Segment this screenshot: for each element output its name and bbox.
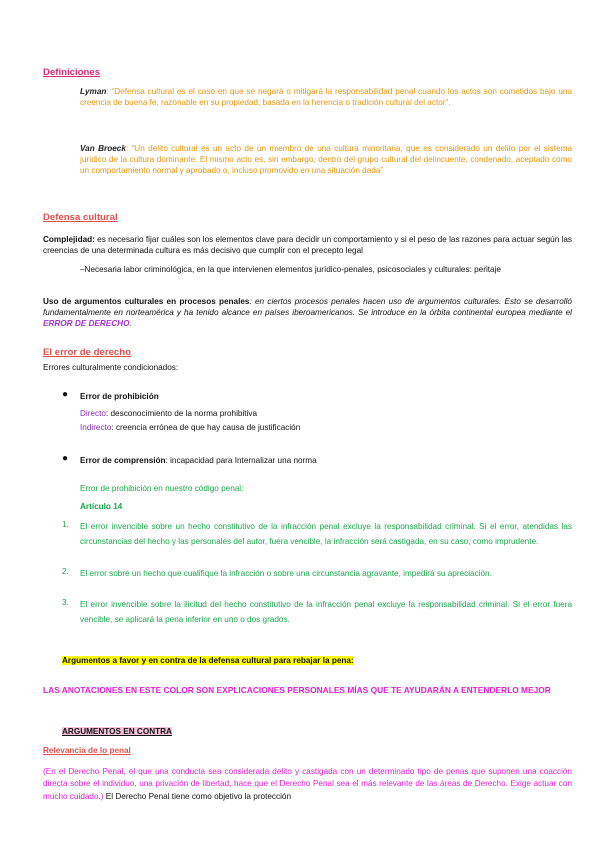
indirecto-line xyxy=(80,422,300,433)
contra-heading-wrap xyxy=(62,726,172,737)
articulo-item-1: El error invencible sobre un hecho constitutivo de la infracción penal excluye la responsabilidad criminal. Si el error, atendidas las circunstancias del hecho y las personales del autor, fuera vencible, la infracción será castigada, en su caso, como imprudente. xyxy=(80,522,572,546)
articulo-item-2: El error sobre un hecho que cualifique la infracción o sobre una circunstancia agravante, impedirá su apreciación. xyxy=(80,569,492,578)
lyman-definition xyxy=(80,86,572,108)
vanbroeck-text: : “Un delito cultural es un acto de un miembro de una cultura minoritaria, que es considerado un delito por el sistema jurídico de la cultura dominante. El mismo acto es, sin embargo, dentro del grupo cultural del delincuente, condenado, aceptado como un comportamiento normal y aprobado o, incluso promovido en una situación dada” xyxy=(80,144,573,176)
lyman-name: Lyman xyxy=(80,87,107,96)
defensa-cultural-heading: Defensa cultural xyxy=(43,212,118,223)
directo-line xyxy=(80,408,257,419)
bullet-icon: ● xyxy=(62,389,69,400)
directo-label: Directo xyxy=(80,409,106,418)
error-de-derecho-highlight: ERROR DE DERECHO xyxy=(43,319,130,329)
relevancia-heading: Relevancia de lo penal xyxy=(43,746,131,755)
relevancia-note: (En el Derecho Penal, el que una conducta sea considerada delito y castigada con un determinado tipo de penas que suponen una coacción directa sobre el individuo, una privación de libertad, hace que el Derecho Penal sea el más relevante de las áreas de Derecho. Exige actuar con mucho cuidado.) xyxy=(43,767,572,801)
indirecto-label: Indirecto xyxy=(80,423,112,432)
uso-label: Uso de argumentos culturales en procesos penales xyxy=(43,297,250,306)
comprension-label: Error de comprensión xyxy=(80,456,166,465)
indirecto-text: : creencia errónea de que hay causa de justificación xyxy=(111,423,301,432)
criminologica-item: –Necesaria labor criminológica, en la que intervienen elementos jurídico-penales, psicosociales y culturales: peritaje xyxy=(80,265,501,274)
complejidad-label: Complejidad: xyxy=(43,235,95,244)
complejidad-text: es necesario fijar cuáles son los elementos clave para decidir un comportamiento y si el peso de las razones para actuar según las creencias de una determinada cultura es más decisivo que cumplir con el precepto legal xyxy=(43,235,572,256)
bullet-icon: ● xyxy=(62,453,69,464)
directo-text: : desconocimiento de la norma prohibitiva xyxy=(105,409,258,418)
argumentos-heading: Argumentos a favor y en contra de la defensa cultural para rebajar la pena: xyxy=(62,656,354,665)
articulo-item-3: El error invencible sobre la ilicitud del hecho constitutivo de la infracción penal excluye la responsabilidad criminal. Si el error fuera vencible, se aplicará la pena inferior en uno o dos grados. xyxy=(80,600,572,624)
uso-argumentos-paragraph xyxy=(43,296,572,330)
lyman-text: : “Defensa cultural es el caso en que se negará o mitigará la responsabilidad penal cuando los actos son cometidos bajo una creencia de buena fe, razonable en su propiedad, basada en la herencia o tradición cultural del actor”. xyxy=(80,87,572,108)
uso-text: : en ciertos procesos penales hacen uso de argumentos culturales. Esto se desarrolló fundamentalmente en norteamérica y ha tenido alcance en países iberoamericanos. Se introduce en la órbita continental europea mediante el xyxy=(43,297,572,318)
relevancia-paragraph xyxy=(43,766,572,803)
definiciones-heading: Definiciones xyxy=(43,67,101,78)
vanbroeck-name: Van Broeck xyxy=(80,144,126,153)
error-comprension-line xyxy=(80,455,317,466)
item-number: 2. xyxy=(62,567,69,576)
argumentos-contra-heading: ARGUMENTOS EN CONTRA xyxy=(62,727,172,736)
relevancia-text: El Derecho Penal tiene como objetivo la protección xyxy=(103,791,292,801)
argumentos-heading-wrap xyxy=(62,655,354,666)
errores-intro: Errores culturalmente condicionados: xyxy=(43,363,179,372)
error-de-derecho-heading: El error de derecho xyxy=(43,347,131,358)
item-number: 1. xyxy=(62,520,69,529)
personal-notes-banner: LAS ANOTACIONES EN ESTE COLOR SON EXPLICACIONES PERSONALES MÍAS QUE TE AYUDARÁN A ENTENDERLO MEJOR xyxy=(43,685,551,695)
complejidad-paragraph xyxy=(43,234,572,256)
uso-end: . xyxy=(129,319,132,329)
item-number: 3. xyxy=(62,598,69,607)
codigo-penal-line: Error de prohibición en nuestro código penal: xyxy=(80,484,244,493)
error-prohibicion-label: Error de prohibición xyxy=(80,392,159,401)
comprension-text: : incapacidad para Internalizar una norma xyxy=(165,456,317,465)
articulo-14: Artículo 14 xyxy=(80,502,123,511)
vanbroeck-definition xyxy=(80,143,572,177)
